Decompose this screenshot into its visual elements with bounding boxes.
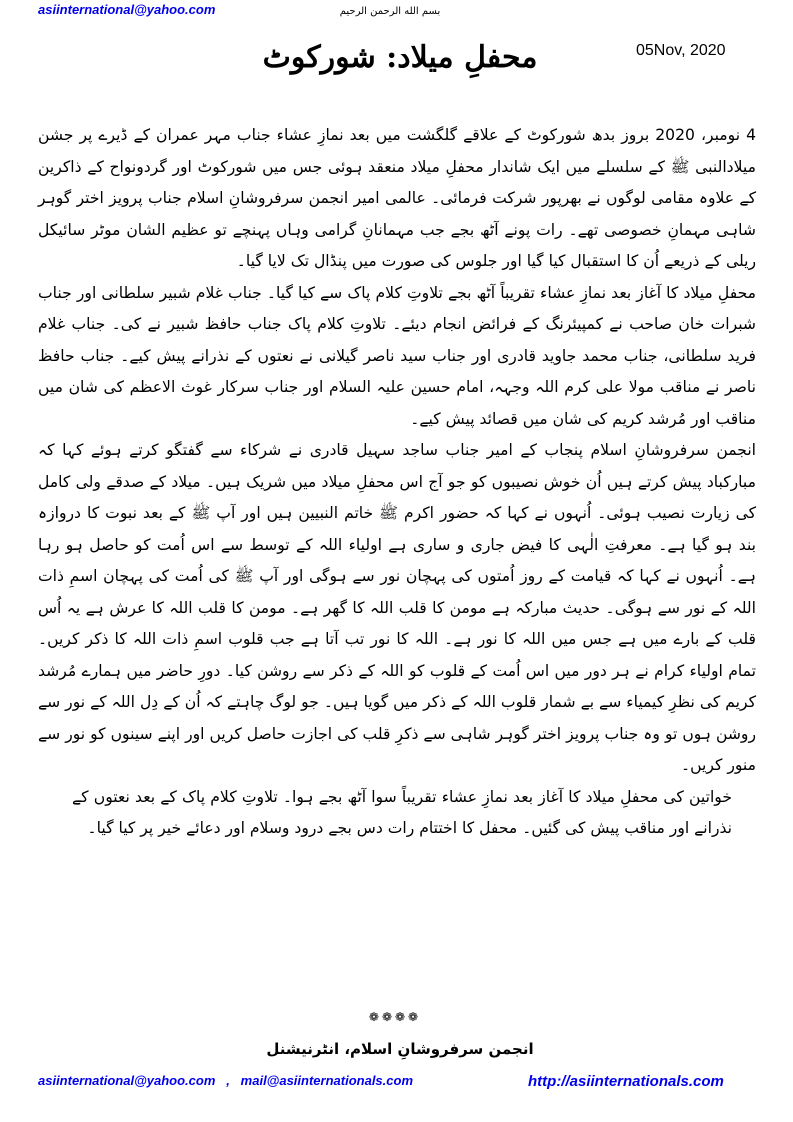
publication-date: 05Nov, 2020 [636,42,726,59]
article-body [38,120,756,845]
header-email[interactable]: asiinternational@yahoo.com [38,2,216,17]
ornament-divider: ❁❁❁❁ [368,1010,422,1024]
organization-name: انجمن سرفروشانِ اسلام، انٹرنیشنل [266,1040,534,1058]
bismillah-text: بسم الله الرحمن الرحیم [339,6,441,17]
paragraph-intro: 4 نومبر، 2020 بروز بدھ شورکوٹ کے علاقے گلگشت میں بعد نمازِ عشاء جناب مہر عمران کے ڈیرے پر جشن میلادالنبی ﷺ کے سلسلے میں ایک شاندار محفلِ میلاد منعقد ہوئی جس میں شورکوٹ اور گردونواح کے ذاکرین کے علاوہ مقامی لوگوں نے بھرپور شرکت فرمائی۔ عالمی امیر انجمن سرفروشانِ اسلام جناب پرویز اختر گوہر شاہی مہمانِ خصوصی تھے۔ رات پونے آٹھ بجے جب مہمانانِ گرامی وہاں پہنچے تو عظیم الشان موٹر سائیکل ریلی کے ذریعے اُن کا استقبال کیا گیا اور جلوس کی صورت میں پنڈال تک لایا گیا۔ [38,126,756,270]
paragraph-women-gathering: خواتین کی محفلِ میلاد کا آغاز بعد نمازِ عشاء تقریباً سوا آٹھ بجے ہوا۔ تلاوتِ کلام پاک کے بعد نعتوں کے نذرانے اور مناقب پیش کی گئیں۔ محفل کا اختتام رات دس بجے درود وسلام اور دعائے خیر پر کیا گیا۔ [72,787,732,837]
footer-emails[interactable]: asiinternational@yahoo.com , mail@asiinternationals.com [38,1073,414,1088]
paragraph-program: محفلِ میلاد کا آغاز بعد نمازِ عشاء تقریباً آٹھ بجے تلاوتِ کلام پاک سے کیا گیا۔ جناب غلام شبیر سلطانی اور جناب شبرات خان صاحب نے کمپیئرنگ کے فرائض انجام دیئے۔ تلاوتِ کلام پاک جناب حافظ شبیر نے کی۔ جناب غلام فرید سلطانی، جناب محمد جاوید قادری اور جناب سید ناصر گیلانی نے نعتوں کے نذرانے پیش کیے۔ جناب حافظ ناصر نے مناقب مولا علی کرم اللہ وجہہ، امام حسین علیہ السلام اور جناب سرکار غوث الاعظم کی شان میں مناقب اور مُرشد کریم کی شان میں قصائد پیش کیے۔ [38,283,756,428]
footer-website-link[interactable]: http://asiinternationals.com [528,1073,724,1090]
paragraph-speech: انجمن سرفروشانِ اسلام پنجاب کے امیر جناب ساجد سہیل قادری نے شرکاء سے گفتگو کرتے ہوئے کہا کہ مبارکباد پیش کرتے ہیں اُن خوش نصیبوں کو جو آج اس محفلِ میلاد میں شریک ہیں۔ میلاد کے صدقے ولی کامل کی زیارت نصیب ہوئی۔ اُنہوں نے کہا کہ حضور اکرم ﷺ خاتم النبیین ہیں اور آپ ﷺ کے بعد نبوت کا دروازہ بند ہو گیا ہے۔ معرفتِ الٰہی کا فیض جاری و ساری ہے اولیاء اللہ کے توسط سے اس اُمت کو حاصل ہو رہا ہے۔ اُنہوں نے کہا کہ قیامت کے روز اُمتوں کی پہچان نور سے ہوگی اور آپ ﷺ کی اُمت کی پہچان اسمِ ذات اللہ کے نور سے ہوگی۔ حدیث مبارکہ ہے مومن کا قلب اللہ کا گھر ہے۔ مومن کا قلب اللہ کا عرش ہے یہ اُس قلب کے بارے میں ہے جس میں اللہ کا نور ہے۔ اللہ کا نور تب آتا ہے جب قلوب اسمِ ذات اللہ کا ذکر کریں۔ تمام اولیاء کرام نے ہر دور میں اس اُمت کے قلوب کو اللہ کے ذکر سے روشن کیا۔ دورِ حاضر میں ہمارے مُرشد کریم کی نظرِ کیمیاء سے بے شمار قلوب اللہ کے ذکر میں گویا ہیں۔ جو لوگ چاہتے کہ اُن کے دِل اللہ کے نور سے روشن ہوں تو وہ جناب پرویز اختر گوہر شاہی سے ذکرِ قلب کی اجازت حاصل کریں اور اپنے سینوں کو نور سے منور کریں۔ [38,441,756,774]
page-title: محفلِ میلاد: شورکوٹ [262,40,538,75]
